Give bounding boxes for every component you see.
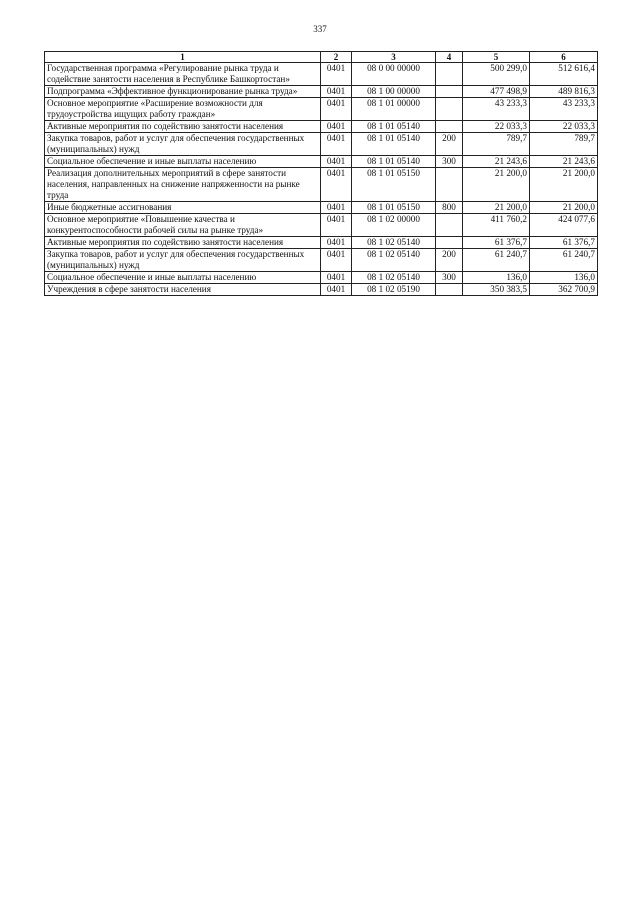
row-target-article: 08 1 01 00000 xyxy=(352,98,436,121)
table-header-row xyxy=(45,52,598,63)
row-target-article: 08 1 02 05140 xyxy=(352,237,436,249)
row-sum-year-1: 22 033,3 xyxy=(463,121,530,133)
row-section-code: 0401 xyxy=(321,284,352,296)
row-sum-year-2: 61 240,7 xyxy=(530,249,598,272)
row-name: Государственная программа «Регулирование рынка труда и содействие занятости населения в Республике Башкортостан» xyxy=(45,63,321,86)
row-sum-year-2: 789,7 xyxy=(530,133,598,156)
row-expense-type: 800 xyxy=(436,202,463,214)
row-sum-year-1: 21 200,0 xyxy=(463,202,530,214)
row-sum-year-2: 362 700,9 xyxy=(530,284,598,296)
row-name: Основное мероприятие «Повышение качества и конкурентоспособности рабочей силы на рынке труда» xyxy=(45,214,321,237)
row-name: Социальное обеспечение и иные выплаты населению xyxy=(45,156,321,168)
table-row xyxy=(45,98,598,121)
table-row xyxy=(45,86,598,98)
row-sum-year-1: 500 299,0 xyxy=(463,63,530,86)
table-row xyxy=(45,168,598,202)
table-row xyxy=(45,237,598,249)
row-sum-year-1: 411 760,2 xyxy=(463,214,530,237)
row-section-code: 0401 xyxy=(321,156,352,168)
row-section-code: 0401 xyxy=(321,272,352,284)
row-expense-type xyxy=(436,86,463,98)
row-sum-year-1: 21 243,6 xyxy=(463,156,530,168)
row-section-code: 0401 xyxy=(321,168,352,202)
table-row xyxy=(45,214,598,237)
row-section-code: 0401 xyxy=(321,214,352,237)
row-expense-type: 300 xyxy=(436,272,463,284)
row-sum-year-2: 489 816,3 xyxy=(530,86,598,98)
row-expense-type xyxy=(436,168,463,202)
row-target-article: 08 1 01 05140 xyxy=(352,156,436,168)
row-sum-year-2: 21 200,0 xyxy=(530,168,598,202)
column-header-2: 2 xyxy=(321,52,352,63)
row-sum-year-1: 350 383,5 xyxy=(463,284,530,296)
row-expense-type xyxy=(436,63,463,86)
row-expense-type xyxy=(436,284,463,296)
row-target-article: 08 1 01 05150 xyxy=(352,202,436,214)
column-header-6: 6 xyxy=(530,52,598,63)
table-row xyxy=(45,156,598,168)
column-header-1: 1 xyxy=(45,52,321,63)
row-target-article: 08 1 01 05140 xyxy=(352,133,436,156)
row-name: Активные мероприятия по содействию занятости населения xyxy=(45,121,321,133)
row-section-code: 0401 xyxy=(321,121,352,133)
row-name: Учреждения в сфере занятости населения xyxy=(45,284,321,296)
row-expense-type xyxy=(436,214,463,237)
row-target-article: 08 1 02 00000 xyxy=(352,214,436,237)
row-section-code: 0401 xyxy=(321,63,352,86)
row-expense-type xyxy=(436,121,463,133)
table-row xyxy=(45,133,598,156)
budget-table xyxy=(44,51,598,296)
row-name: Иные бюджетные ассигнования xyxy=(45,202,321,214)
row-sum-year-1: 477 498,9 xyxy=(463,86,530,98)
row-sum-year-1: 61 240,7 xyxy=(463,249,530,272)
row-sum-year-1: 789,7 xyxy=(463,133,530,156)
row-name: Реализация дополнительных мероприятий в сфере занятости населения, направленных на снижение напряженности на рынке труда xyxy=(45,168,321,202)
row-expense-type xyxy=(436,237,463,249)
row-target-article: 08 1 02 05140 xyxy=(352,272,436,284)
table-row xyxy=(45,121,598,133)
table-row xyxy=(45,63,598,86)
row-name: Закупка товаров, работ и услуг для обеспечения государственных (муниципальных) нужд xyxy=(45,249,321,272)
row-section-code: 0401 xyxy=(321,237,352,249)
row-target-article: 08 0 00 00000 xyxy=(352,63,436,86)
table-row xyxy=(45,272,598,284)
row-target-article: 08 1 01 05140 xyxy=(352,121,436,133)
row-name: Активные мероприятия по содействию занятости населения xyxy=(45,237,321,249)
row-name: Закупка товаров, работ и услуг для обеспечения государственных (муниципальных) нужд xyxy=(45,133,321,156)
column-header-4: 4 xyxy=(436,52,463,63)
column-header-3: 3 xyxy=(352,52,436,63)
row-section-code: 0401 xyxy=(321,133,352,156)
row-target-article: 08 1 02 05140 xyxy=(352,249,436,272)
column-header-5: 5 xyxy=(463,52,530,63)
row-sum-year-2: 512 616,4 xyxy=(530,63,598,86)
row-sum-year-2: 43 233,3 xyxy=(530,98,598,121)
row-section-code: 0401 xyxy=(321,86,352,98)
row-expense-type xyxy=(436,98,463,121)
row-sum-year-2: 21 243,6 xyxy=(530,156,598,168)
page-number: 337 xyxy=(313,24,327,34)
row-sum-year-2: 21 200,0 xyxy=(530,202,598,214)
row-expense-type: 200 xyxy=(436,249,463,272)
row-target-article: 08 1 01 05150 xyxy=(352,168,436,202)
row-sum-year-2: 22 033,3 xyxy=(530,121,598,133)
row-sum-year-2: 61 376,7 xyxy=(530,237,598,249)
row-sum-year-2: 136,0 xyxy=(530,272,598,284)
row-section-code: 0401 xyxy=(321,202,352,214)
row-target-article: 08 1 02 05190 xyxy=(352,284,436,296)
row-sum-year-1: 21 200,0 xyxy=(463,168,530,202)
row-expense-type: 200 xyxy=(436,133,463,156)
row-name: Основное мероприятие «Расширение возможности для трудоустройства ищущих работу граждан» xyxy=(45,98,321,121)
row-sum-year-1: 61 376,7 xyxy=(463,237,530,249)
table-row xyxy=(45,249,598,272)
row-section-code: 0401 xyxy=(321,249,352,272)
row-sum-year-1: 136,0 xyxy=(463,272,530,284)
row-sum-year-2: 424 077,6 xyxy=(530,214,598,237)
row-name: Подпрограмма «Эффективное функционирование рынка труда» xyxy=(45,86,321,98)
row-name: Социальное обеспечение и иные выплаты населению xyxy=(45,272,321,284)
table-body xyxy=(45,63,598,296)
row-target-article: 08 1 00 00000 xyxy=(352,86,436,98)
table-row xyxy=(45,202,598,214)
row-expense-type: 300 xyxy=(436,156,463,168)
table-row xyxy=(45,284,598,296)
row-section-code: 0401 xyxy=(321,98,352,121)
row-sum-year-1: 43 233,3 xyxy=(463,98,530,121)
